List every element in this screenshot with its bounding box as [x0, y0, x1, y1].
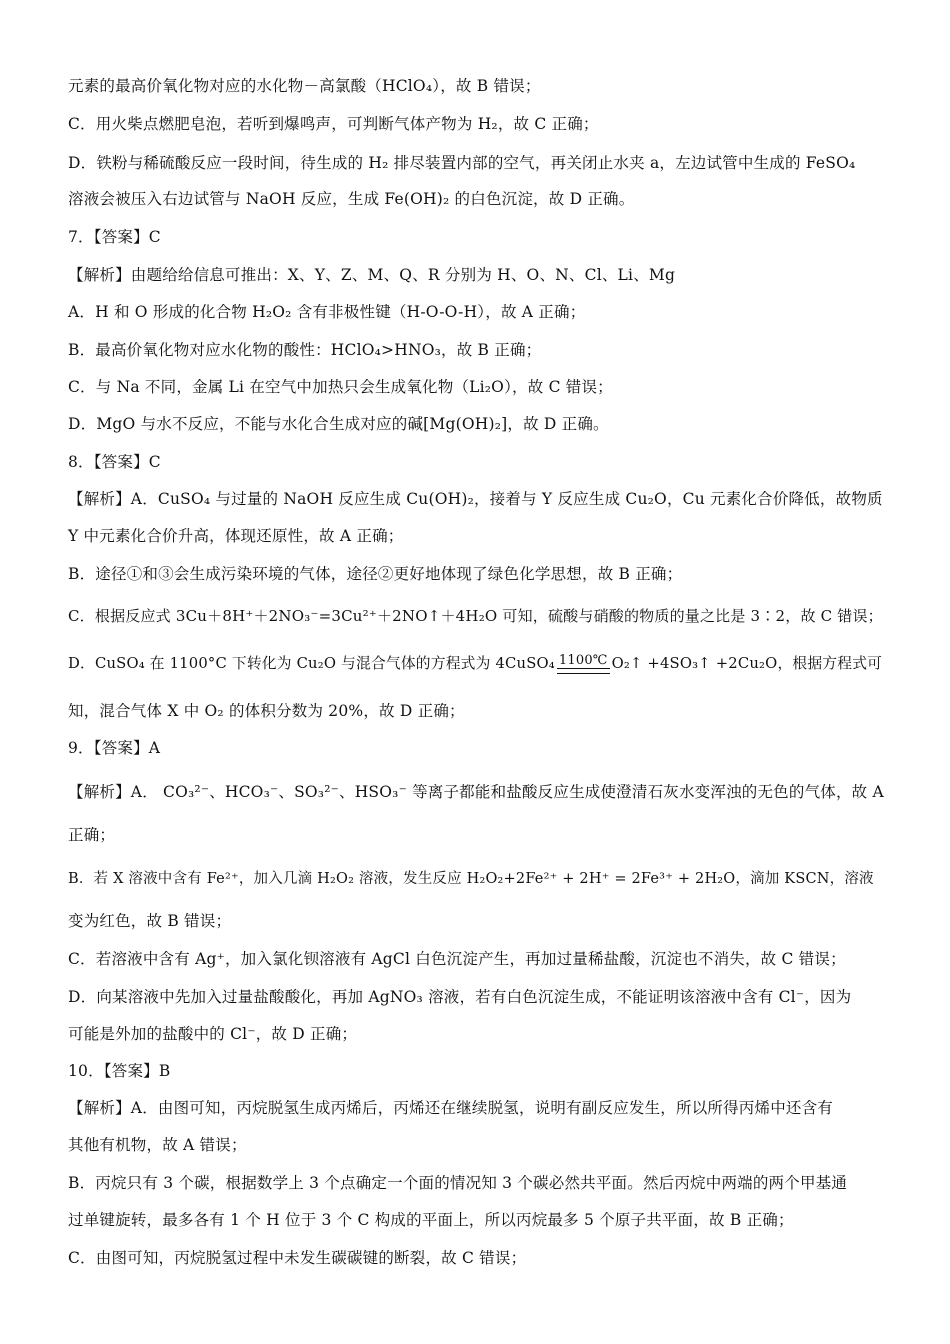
text-line: 可能是外加的盐酸中的 Cl⁻，故 D 正确； [68, 1025, 358, 1043]
text-line: 其他有机物，故 A 错误； [68, 1136, 247, 1154]
text-line: 变为红色，故 B 错误； [68, 912, 232, 930]
analysis-line: 【解析】由题给给信息可推出：X、Y、Z、M、Q、R 分别为 H、O、N、Cl、Li、Mg [68, 266, 676, 284]
text-line: Y 中元素化合价升高，体现还原性，故 A 正确； [68, 527, 404, 545]
text-line: D．向某溶液中先加入过量盐酸酸化，再加 AgNO₃ 溶液，若有白色沉淀生成，不能证明该溶液中含有 Cl⁻，因为 [68, 988, 852, 1006]
equation-line [68, 654, 884, 674]
text-line: B．丙烷只有 3 个碳，根据数学上 3 个点确定一个面的情况知 3 个碳必然共平面。然后丙烷中两端的两个甲基通 [68, 1174, 848, 1192]
condition-temperature: 1100℃ [558, 652, 608, 668]
text-line: 溶液会被压入右边试管与 NaOH 反应，生成 Fe(OH)₂ 的白色沉淀，故 D 正确。 [68, 190, 635, 208]
text-line: 元素的最高价氧化物对应的水化物－高氯酸（HClO₄），故 B 错误； [68, 77, 541, 95]
text-line: B．途径①和③会生成污染环境的气体，途径②更好地体现了绿色化学思想，故 B 正确； [68, 565, 683, 583]
text-line: C．与 Na 不同，金属 Li 在空气中加热只会生成氧化物（Li₂O），故 C 错误； [68, 378, 613, 396]
answer-heading-7: 7．【答案】C [68, 228, 161, 246]
equation-line: B．若 X 溶液中含有 Fe²⁺，加入几滴 H₂O₂ 溶液，发生反应 H₂O₂+2Fe²⁺ + 2H⁺ = 2Fe³⁺ + 2H₂O，滴加 KSCN，溶液 [68, 871, 874, 887]
equation-right: O₂↑ +4SO₃↑ +2Cu₂O，根据方程式可 [611, 655, 883, 672]
equals-bar [557, 669, 610, 674]
equation-left: D．CuSO₄ 在 1100°C 下转化为 Cu₂O 与混合气体的方程式为 4CuSO₄ [68, 655, 555, 672]
text-line: D．MgO 与水不反应，不能与水化合生成对应的碱[Mg(OH)₂]，故 D 正确。 [68, 415, 609, 433]
text-line: 过单键旋转，最多各有 1 个 H 位于 3 个 C 构成的平面上，所以丙烷最多 5 个原子共平面，故 B 正确； [68, 1211, 794, 1229]
analysis-line: 【解析】A． CO₃²⁻、HCO₃⁻、SO₃²⁻、HSO₃⁻ 等离子都能和盐酸反应生成使澄清石灰水变浑浊的无色的气体，故 A [68, 783, 884, 801]
analysis-line: 【解析】A．CuSO₄ 与过量的 NaOH 反应生成 Cu(OH)₂，接着与 Y 反应生成 Cu₂O，Cu 元素化合价降低，故物质 [68, 490, 883, 508]
analysis-line: 【解析】A．由图可知，丙烷脱氢生成丙烯后，丙烯还在继续脱氢，说明有副反应发生，所以所得丙烯中还含有 [68, 1099, 833, 1117]
answer-heading-10: 10．【答案】B [68, 1062, 171, 1080]
text-line: B．最高价氧化物对应水化物的酸性：HClO₄>HNO₃，故 B 正确； [68, 341, 542, 359]
reaction-condition [557, 652, 610, 674]
text-line: 正确； [68, 826, 116, 844]
text-line: D．铁粉与稀硫酸反应一段时间，待生成的 H₂ 排尽装置内部的空气，再关闭止水夹 a，左边试管中生成的 FeSO₄ [68, 154, 856, 172]
equation-line: C．根据反应式 3Cu＋8H⁺＋2NO₃⁻=3Cu²⁺＋2NO↑＋4H₂O 可知，硫酸与硝酸的物质的量之比是 3∶2，故 C 错误； [68, 607, 883, 625]
text-line: C．由图可知，丙烷脱氢过程中未发生碳碳键的断裂，故 C 错误； [68, 1249, 527, 1267]
text-line: 知，混合气体 X 中 O₂ 的体积分数为 20%，故 D 正确； [68, 702, 465, 720]
text-line: A．H 和 O 形成的化合物 H₂O₂ 含有非极性键（H-O-O-H），故 A 正确； [68, 303, 586, 321]
text-line: C．用火柴点燃肥皂泡，若听到爆鸣声，可判断气体产物为 H₂，故 C 正确； [68, 115, 599, 133]
answer-heading-8: 8．【答案】C [68, 453, 161, 471]
answer-heading-9: 9．【答案】A [68, 739, 161, 757]
text-line: C．若溶液中含有 Ag⁺，加入氯化钡溶液有 AgCl 白色沉淀产生，再加过量稀盐酸，沉淀也不消失，故 C 错误； [68, 950, 846, 968]
